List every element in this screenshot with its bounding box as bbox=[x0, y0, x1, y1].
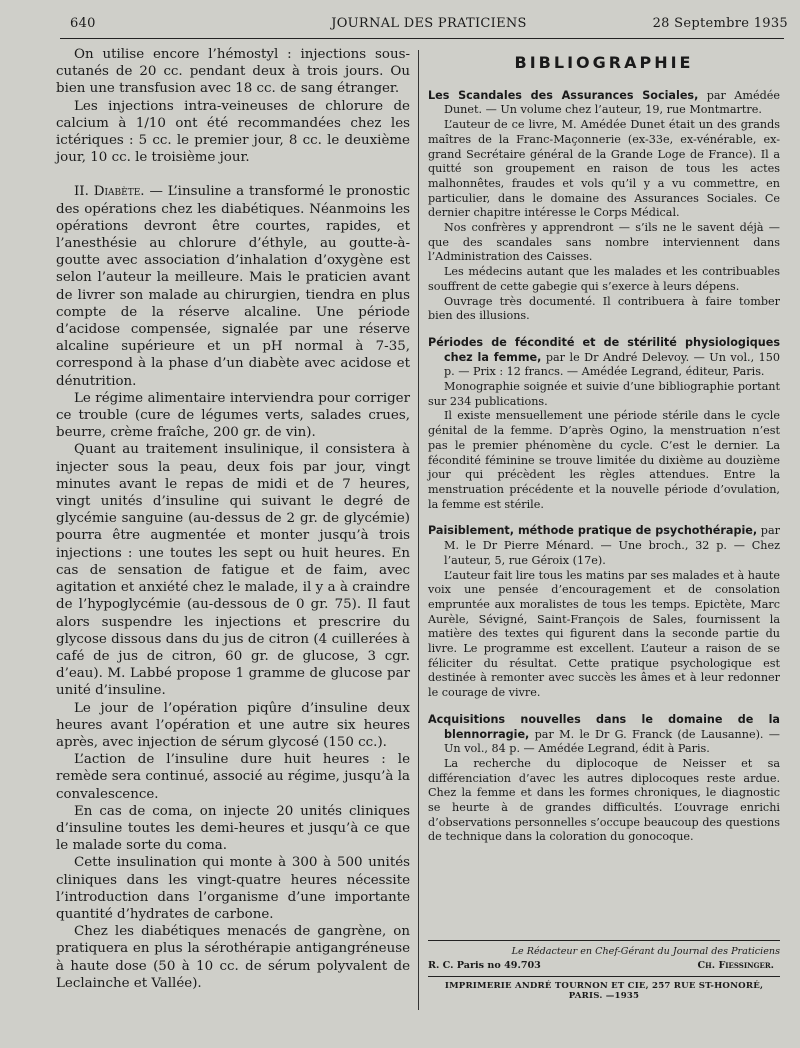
entry-paragraph: L’auteur de ce livre, M. Amédée Dunet était un des grands maîtres de la Franc-Maçonnerie (ex-33e, ex-vénérable, ex-grand Secrétaire général de la Grande Loge de France). Il a quitté son groupement en raison de tous les actes malhonnêtes, fraudes et vols qu’il y a vu commettre, en particulier, dans le domaine des Assurances Sociales. Ce dernier chapitre intéresse le Corps Médical. bbox=[428, 118, 780, 220]
paragraph: On utilise encore l’hémostyl : injections sous-cutanés de 20 cc. pendant deux à trois jours. Ou bien une transfusion avec 18 cc. de sang étranger. bbox=[56, 47, 410, 97]
bibliography-entry bbox=[428, 89, 780, 324]
paragraph: Les injections intra-veineuses de chlorure de calcium à 1/10 ont été recommandées chez les ictériques : 5 cc. le premier jour, 8 cc. le deuxième jour, 10 cc. le troisième jour. bbox=[56, 98, 410, 166]
footer-rule bbox=[428, 940, 780, 941]
entry-title: Les Scandales des Assurances Sociales, bbox=[428, 88, 699, 102]
paragraph: L’action de l’insuline dure huit heures : le remède sera continué, associé au régime, jusqu’à la convalescence. bbox=[56, 752, 410, 802]
paragraph: En cas de coma, on injecte 20 unités cliniques d’insuline toutes les demi-heures et jusqu’à ce que le malade sorte du coma. bbox=[56, 803, 410, 854]
left-column bbox=[56, 46, 410, 992]
paragraph bbox=[56, 183, 410, 389]
right-column bbox=[428, 46, 780, 857]
bibliography-entry bbox=[428, 336, 780, 512]
paragraph: Chez les diabétiques menacés de gangrène, on pratiquera en plus la sérothérapie antigangréneuse à haute dose (50 à 10 cc. de sérum polyvalent de Leclainche et Vallée). bbox=[56, 924, 410, 991]
editor-block bbox=[428, 946, 780, 976]
registration-number: R. C. Paris no 49.703 bbox=[428, 960, 541, 971]
section-heading: II. Diabète. bbox=[74, 184, 145, 200]
entry-paragraph: Les médecins autant que les malades et les contribuables souffrent de cette gabegie qui s’exerce à leurs dépens. bbox=[428, 265, 780, 293]
entry-title: Paisiblement, méthode pratique de psychothérapie, bbox=[428, 524, 758, 538]
entry-paragraph: Nos confrères y apprendront — s’ils ne le savent déjà — que des scandales sans nombre interviennent dans l’Administration des Caisses. bbox=[428, 221, 780, 264]
journal-title: JOURNAL DES PRATICIENS bbox=[331, 16, 527, 31]
entry-paragraph: Ouvrage très documenté. Il contribuera à faire tomber bien des illusions. bbox=[428, 294, 780, 323]
printer-rule bbox=[428, 976, 780, 977]
column-divider bbox=[418, 50, 419, 1010]
entry-reference: par le Dr André Delevoy. — Un vol., 150 p. — Prix : 12 francs. — Amédée Legrand, éditeur, Paris. bbox=[444, 350, 780, 379]
page-number: 640 bbox=[70, 16, 96, 31]
entry-title: Acquisitions nouvelles dans le domaine de la blennorragie, bbox=[428, 712, 780, 741]
editor-line: Le Rédacteur en Chef-Gérant du Journal des Praticiens bbox=[511, 946, 780, 957]
paragraph: Quant au traitement insulinique, il consistera à injecter sous la peau, deux fois par jour, vingt minutes avant le repas de midi et de 7 heures, vingt unités d’insuline qui suivant le degré de glycémie sanguine (au-dessus de 2 gr. de glycémie) pourra être augmentée et monter jusqu’à trois injections : une toutes les sept ou huit heures. En cas de sensation de fatigue et de faim, avec agitation et anxiété chez le malade, il y a à craindre de l’hypoglycémie (au-dessous de 0 gr. 75). Il faut alors suspendre les injections et prescrire du glycose dissous dans du jus de citron (4 cuillerées à café de jus de citron, 60 gr. de glucose, 3 cgr. d’eau). M. Labbé propose 1 gramme de glucose par unité d’insuline. bbox=[56, 442, 410, 699]
editor-name: Ch. Fiessinger. bbox=[697, 960, 774, 971]
bibliography-entry bbox=[428, 524, 780, 700]
paragraph: Le régime alimentaire interviendra pour corriger ce trouble (cure de légumes verts, salades crues, beurre, crème fraîche, 200 gr. de vin). bbox=[56, 390, 410, 441]
bibliography-title: BIBLIOGRAPHIE bbox=[514, 53, 694, 72]
bibliography-entry bbox=[428, 713, 780, 845]
entry-heading bbox=[428, 89, 780, 118]
paragraph-text: — L’insuline a transformé le pronostic des opérations chez les diabétiques. Néanmoins les opérations devront être courtes, rapides, et l’anesthésie au chlorure d’éthyle, au goutte-à-goutte avec association d’inhalation d’oxygène est selon l’auteur la meilleure. Mais le praticien avant de livrer son malade au chirurgien, tiendra en plus compte de la réserve alcaline. Une période d’acidose compensée, signalée par une réserve alcaline supérieure et un pH normal à 7-35, correspond à la phase d’un diabète avec acidose et dénutrition. bbox=[56, 184, 410, 389]
running-header bbox=[70, 14, 788, 36]
paragraph: Le jour de l’opération piqûre d’insuline deux heures avant l’opération et une autre six heures après, avec injection de sérum glycosé (150 cc.). bbox=[56, 700, 410, 750]
entry-heading bbox=[428, 524, 780, 568]
entry-reference: par Amédée Dunet. — Un volume chez l’auteur, 19, rue Montmartre. bbox=[444, 88, 780, 117]
paragraph: Cette insulination qui monte à 300 à 500 unités cliniques dans les vingt-quatre heures nécessite l’introduction dans l’organisme d’une importante quantité d’hydrates de carbone. bbox=[56, 855, 410, 922]
printer-line: IMPRIMERIE ANDRÉ TOURNON ET CIE, 257 RUE ST-HONORÉ, PARIS. —1935 bbox=[444, 981, 764, 1001]
issue-date: 28 Septembre 1935 bbox=[652, 16, 788, 31]
entry-paragraph: L’auteur fait lire tous les matins par ses malades et à haute voix une pensée d’encouragement et de consolation empruntée aux moralistes de tous les temps. Epictète, Marc Aurèle, Sévigné, Saint-François de Sales, fournissent la matière des textes qui figurent dans la seconde partie du livre. Le programme est excellent. L’auteur a raison de se féliciter du résultat. Cette pratique psychologique est destinée à remonter avec succès les âmes et à leur redonner le courage de vivre. bbox=[428, 568, 780, 700]
entry-reference: par M. le Dr G. Franck (de Lausanne). — Un vol., 84 p. — Amédée Legrand, édit à Paris. bbox=[444, 727, 780, 756]
entry-paragraph: Il existe mensuellement une période stérile dans le cycle génital de la femme. D’après Ogino, la menstruation n’est pas le premier phénomène du cycle. C’est le dernier. La fécondité féminine se trouve limitée du dixième au douzième jour qui précèdent les règles attendues. Entre la menstruation précédente et la nouvelle période d’ovulation, la femme est stérile. bbox=[428, 409, 780, 511]
entry-title: Périodes de fécondité et de stérilité physiologiques chez la femme, bbox=[428, 335, 780, 364]
entry-reference: par M. le Dr Pierre Ménard. — Une broch., 32 p. — Chez l’auteur, 5, rue Géroix (17e). bbox=[444, 524, 780, 567]
entry-paragraph: La recherche du diplocoque de Neisser et sa différenciation d’avec les autres diplocoques reste ardue. Chez la femme et dans les formes chroniques, le diagnostic se heurte à de grandes difficultés. L’ouvrage enrichi d’observations personnelles s’occupe beaucoup des questions de technique dans la coloration du gonocoque. bbox=[428, 756, 780, 844]
entry-heading bbox=[428, 336, 780, 380]
entry-heading bbox=[428, 713, 780, 757]
header-rule bbox=[60, 38, 784, 39]
entry-paragraph: Monographie soignée et suivie d’une bibliographie portant sur 234 publications. bbox=[428, 380, 780, 408]
